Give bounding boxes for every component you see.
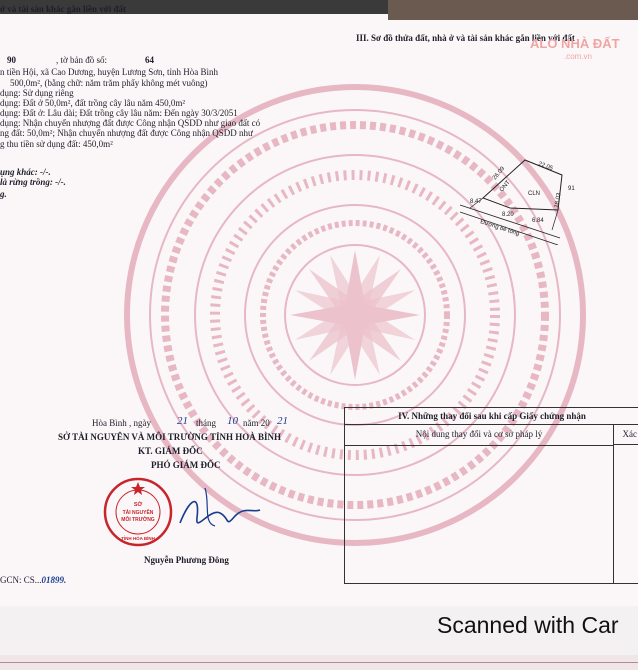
stamp-text: MÔI TRƯỜNG (121, 517, 155, 523)
plot-label: ONT (498, 179, 512, 194)
next-page-border (0, 662, 638, 663)
plot-label: 91 (568, 186, 575, 192)
address: n tiền Hội, xã Cao Dương, huyện Lương Sơn, tỉnh Hòa Bình (0, 67, 219, 77)
scanner-watermark: Scanned with Car (437, 612, 619, 638)
signature (175, 478, 265, 538)
column-divider (613, 424, 614, 583)
other-line-3: g. (0, 189, 7, 199)
land-type: dụng: Đất ở 50,0m², đất trồng cây lâu năm 450,0m² (0, 98, 186, 108)
deputy-director: PHÓ GIÁM ĐỐC (151, 460, 221, 470)
top-edge-right (388, 0, 638, 20)
plot-label: 22.05 (537, 161, 554, 173)
area: 500,0m², (bằng chữ: năm trăm phẩy không mét vuông) (10, 78, 208, 88)
plot-label: 8.47 (470, 199, 482, 205)
parcel-number: 90 (7, 55, 16, 65)
stamp-text: SỞ (133, 502, 143, 508)
month-label: tháng (196, 418, 216, 428)
plot-label: 6.84 (532, 218, 544, 224)
changes-column-header: Nội dung thay đổi và cơ sở pháp lý (345, 424, 613, 446)
agency-name: SỞ TÀI NGUYÊN VÀ MÔI TRƯỜNG TỈNH HOÀ BÌNH (58, 432, 282, 442)
usage-form: dụng: Sử dụng riêng (0, 88, 74, 98)
gcn-value: 01899. (41, 575, 67, 585)
sheet-number: 64 (145, 55, 154, 65)
section-iii-title: III. Sơ đồ thửa đất, nhà ở và tài sản khác gắn liền với đất (356, 33, 575, 43)
usage-term: dụng: Đất ở: Lâu dài; Đất trồng cây lâu năm: Đến ngày 30/3/2051 (0, 108, 238, 118)
origin-line-3: g thu tiền sử dụng đất: 450,0m² (0, 139, 113, 149)
plot-label: 18.03 (554, 192, 563, 209)
official-stamp (102, 476, 174, 548)
plot-label: 8.20 (502, 212, 514, 218)
stamp-text: TÀI NGUYÊN (122, 510, 154, 516)
stamp-text: TỈNH HÒA BÌNH (121, 536, 155, 541)
gcn-label: GCN: CS... (0, 575, 42, 585)
year-label: năm 20 (243, 418, 270, 428)
plot-label: CLN (528, 191, 541, 197)
origin-line-1: dụng: Nhận chuyển nhượng đất được Công nhận QSDD như giao đất có (0, 118, 261, 128)
plot-label: 26.09 (491, 165, 507, 182)
other-line-1: ụng khác: -/-. (0, 167, 51, 177)
date-day: 21 (177, 415, 188, 427)
other-line-2: là rừng trồng: -/-. (0, 177, 66, 187)
origin-line-2: ng đất: 50,0m²; Nhận chuyển nhượng đất được Công nhận QSDD như (0, 128, 253, 138)
road-label: Đường bê tông (479, 219, 520, 238)
header-left: ở và tài sản khác gắn liền với đất (0, 4, 126, 14)
watermark-site: .com.vn (564, 52, 593, 61)
parcel-diagram (440, 150, 590, 245)
sheet-label: , tờ bản đồ số: (56, 55, 108, 65)
gcn-number (0, 575, 66, 585)
kt-director: KT. GIÁM ĐỐC (138, 446, 203, 456)
date-month: 10 (227, 415, 238, 427)
section-iv-title: IV. Những thay đổi sau khi cấp Giấy chứng nhận (345, 408, 638, 425)
date-prefix: Hòa Bình , ngày (92, 418, 151, 428)
confirm-column-header: Xác (613, 424, 638, 445)
date-year: 21 (277, 415, 288, 427)
watermark-logo: ALO NHÀ ĐẤT (530, 36, 620, 51)
signer-name: Nguyễn Phương Đông (144, 555, 229, 565)
section-iv-table (344, 407, 638, 584)
